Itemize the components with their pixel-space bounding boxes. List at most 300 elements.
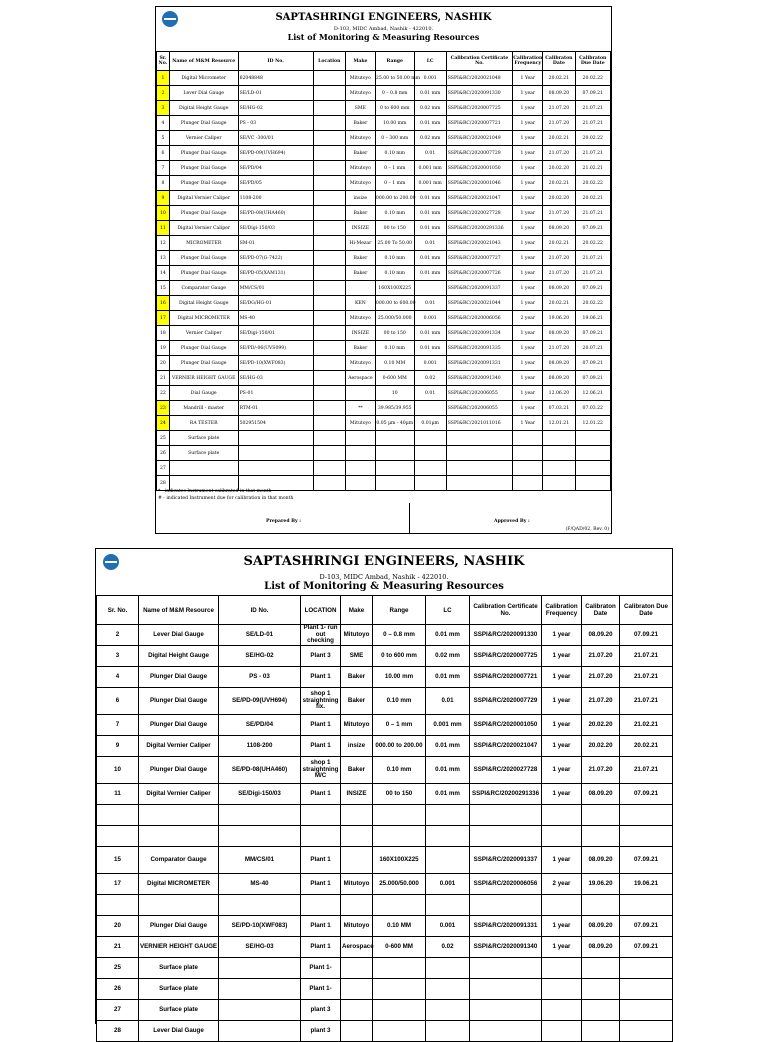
due-date-cell: 07.09.21: [575, 281, 611, 296]
table-row: [97, 847, 673, 874]
due-date-cell: 20.02.21: [575, 191, 611, 206]
col-header: Name of M&M Resource: [139, 596, 219, 625]
resource-name-cell: Dial Gauge: [169, 386, 238, 401]
location-cell: [313, 386, 345, 401]
due-date-cell: 12.06.21: [575, 386, 611, 401]
lc-cell: [426, 847, 470, 874]
range-cell: 00 to 150: [375, 221, 414, 236]
table-row: [97, 1021, 673, 1042]
lc-cell: 0.01: [414, 296, 446, 311]
range-cell: 25.000/50.000: [373, 874, 426, 895]
due-date-cell: 20.07.21: [575, 341, 611, 356]
lc-cell: [414, 476, 446, 491]
lc-cell: [426, 826, 470, 847]
resource-name-cell: Plunger Dial Gauge: [169, 206, 238, 221]
calibration-date-cell: [582, 895, 620, 916]
make-cell: Mitutoyo: [345, 416, 375, 431]
id-no-cell: SE/PD/05: [238, 176, 313, 191]
lc-cell: 0.01µm: [414, 416, 446, 431]
resource-name-cell: Digital MICROMETER: [139, 874, 219, 895]
make-cell: Baker: [345, 341, 375, 356]
table-row: [97, 979, 673, 1000]
table-header-row: [157, 52, 611, 71]
col-header: Calibration Certificate No.: [446, 52, 513, 71]
resource-name-cell: Plunger Dial Gauge: [169, 116, 238, 131]
make-cell: [341, 1000, 373, 1021]
range-cell: 0.10 mm: [373, 757, 426, 784]
lc-cell: 0.02 mm: [414, 101, 446, 116]
sr-no-cell: 22: [157, 386, 170, 401]
id-no-cell: MM/CS/01: [238, 281, 313, 296]
calibration-date-cell: [582, 958, 620, 979]
lc-cell: 0.001 mm: [414, 176, 446, 191]
due-date-cell: [620, 1021, 673, 1042]
calibration-date-cell: 21.07.20: [582, 688, 620, 715]
resource-name-cell: VERNIER HEIGHT GAUGE: [169, 371, 238, 386]
frequency-cell: [542, 979, 582, 1000]
calibration-sheet-2: [95, 548, 673, 1034]
resource-name-cell: Vernier Caliper: [169, 326, 238, 341]
resource-name-cell: Plunger Dial Gauge: [169, 341, 238, 356]
sr-no-cell: 18: [157, 326, 170, 341]
resource-name-cell: [169, 461, 238, 476]
calibration-date-cell: 08.09.20: [582, 784, 620, 805]
frequency-cell: 1 year: [513, 401, 543, 416]
range-cell: [375, 476, 414, 491]
col-header: Calibraton Due Date: [620, 596, 673, 625]
id-no-cell: PS - 03: [219, 667, 301, 688]
resource-name-cell: Digital Micrometer: [169, 71, 238, 86]
certificate-no-cell: SSPI&RC/2020006056: [470, 874, 542, 895]
resource-name-cell: Plunger Dial Gauge: [139, 688, 219, 715]
sr-no-cell: 4: [157, 116, 170, 131]
frequency-cell: 1 year: [513, 161, 543, 176]
resource-name-cell: Lever Dial Gauge: [139, 625, 219, 646]
calibration-date-cell: 20.02.20: [582, 736, 620, 757]
location-cell: Plant 1-: [301, 979, 341, 1000]
range-cell: 0 – 0.8 mm: [375, 86, 414, 101]
calibration-date-cell: 08.09.20: [582, 847, 620, 874]
lc-cell: 0.02: [426, 937, 470, 958]
table-row: [157, 161, 611, 176]
col-header: Sr. No.: [97, 596, 139, 625]
certificate-no-cell: SSPI&RC/2020007721: [446, 116, 513, 131]
due-date-cell: 21.07.21: [575, 266, 611, 281]
prepared-by-label: Prepared By :: [266, 519, 301, 524]
resource-name-cell: Mandrill - master: [169, 401, 238, 416]
col-header: LC: [414, 52, 446, 71]
due-date-cell: 21.07.21: [575, 251, 611, 266]
frequency-cell: 1 year: [542, 715, 582, 736]
resource-name-cell: Comparator Gauge: [139, 847, 219, 874]
make-cell: Baker: [345, 266, 375, 281]
certificate-no-cell: SSPI&RC/2020091337: [470, 847, 542, 874]
location-cell: [313, 101, 345, 116]
lc-cell: 0.01 mm: [426, 667, 470, 688]
table-row: [157, 191, 611, 206]
col-header: Range: [375, 52, 414, 71]
id-no-cell: 1108-200: [219, 736, 301, 757]
make-cell: [345, 476, 375, 491]
calibration-date-cell: [543, 446, 575, 461]
make-cell: Baker: [345, 206, 375, 221]
resource-name-cell: Digital Vernier Caliper: [169, 221, 238, 236]
certificate-no-cell: SSPI&RC/2020021043: [446, 236, 513, 251]
sr-no-cell: 7: [97, 715, 139, 736]
sr-no-cell: 12: [157, 236, 170, 251]
certificate-no-cell: [470, 1021, 542, 1042]
certificate-no-cell: SSPI&RC/2020027728: [470, 757, 542, 784]
lc-cell: [414, 281, 446, 296]
make-cell: [341, 1021, 373, 1042]
certificate-no-cell: SSPI&RC/2020021044: [446, 296, 513, 311]
due-date-cell: [620, 805, 673, 826]
table-row: [97, 757, 673, 784]
location-cell: [313, 431, 345, 446]
certificate-no-cell: [470, 826, 542, 847]
range-cell: 0 to 600 mm: [375, 101, 414, 116]
lc-cell: 0.02 mm: [414, 131, 446, 146]
location-cell: shop 1 straightning M/C: [301, 757, 341, 784]
due-date-cell: 19.06.21: [620, 874, 673, 895]
range-cell: 0 – 300 mm: [375, 131, 414, 146]
sr-no-cell: 23: [157, 401, 170, 416]
frequency-cell: [513, 461, 543, 476]
sr-no-cell: 21: [97, 937, 139, 958]
lc-cell: 0.01: [414, 236, 446, 251]
location-cell: Plant 1: [301, 916, 341, 937]
calibration-date-cell: 07.03.21: [543, 401, 575, 416]
location-cell: [313, 476, 345, 491]
sr-no-cell: 15: [157, 281, 170, 296]
make-cell: Baker: [341, 757, 373, 784]
location-cell: Plant 1: [301, 784, 341, 805]
lc-cell: 0.001: [414, 311, 446, 326]
make-cell: Baker: [345, 146, 375, 161]
make-cell: INSIZE: [341, 784, 373, 805]
resource-name-cell: RA TESTER: [169, 416, 238, 431]
id-no-cell: [219, 979, 301, 1000]
frequency-cell: 1 year: [513, 251, 543, 266]
lc-cell: [414, 461, 446, 476]
frequency-cell: 1 year: [513, 101, 543, 116]
due-date-cell: 07.09.21: [620, 847, 673, 874]
due-date-cell: 07.09.21: [620, 937, 673, 958]
location-cell: [313, 221, 345, 236]
table-row: [157, 221, 611, 236]
table-row: [97, 1000, 673, 1021]
calibration-date-cell: [582, 1021, 620, 1042]
sr-no-cell: 2: [97, 625, 139, 646]
sr-no-cell: 16: [157, 296, 170, 311]
calibration-date-cell: 21.07.20: [543, 266, 575, 281]
resource-name-cell: Surface plate: [169, 446, 238, 461]
calibration-date-cell: 08.09.20: [543, 86, 575, 101]
table-row: [97, 874, 673, 895]
make-cell: Aerospace: [341, 937, 373, 958]
resource-name-cell: Digital Height Gauge: [139, 646, 219, 667]
sr-no-cell: 20: [97, 916, 139, 937]
due-date-cell: 07.09.21: [620, 916, 673, 937]
calibration-date-cell: 12.06.20: [543, 386, 575, 401]
table-row: [157, 416, 611, 431]
id-no-cell: SE/PD/-06(UVS099): [238, 341, 313, 356]
id-no-cell: [219, 805, 301, 826]
table-row: [97, 784, 673, 805]
company-name: SAPTASHRINGI ENGINEERS, NASHIK: [275, 12, 492, 23]
sr-no-cell: 14: [157, 266, 170, 281]
certificate-no-cell: SSPI&RC/2020021048: [446, 71, 513, 86]
calibration-date-cell: 20.02.20: [582, 715, 620, 736]
resource-name-cell: Plunger Dial Gauge: [139, 667, 219, 688]
location-cell: [313, 296, 345, 311]
frequency-cell: 1 Year: [513, 71, 543, 86]
lc-cell: 0.01 mm: [414, 86, 446, 101]
lc-cell: 0.01: [414, 386, 446, 401]
make-cell: [341, 895, 373, 916]
location-cell: Plant 1: [301, 715, 341, 736]
resource-name-cell: Vernier Caliper: [169, 131, 238, 146]
sr-no-cell: 3: [157, 101, 170, 116]
range-cell: [373, 895, 426, 916]
certificate-no-cell: SSPI&RC/2020091330: [446, 86, 513, 101]
id-no-cell: SE/PD-05(XAM131): [238, 266, 313, 281]
make-cell: Mitutoyo: [345, 131, 375, 146]
range-cell: 000.00 to 200.00: [375, 191, 414, 206]
frequency-cell: 1 year: [513, 281, 543, 296]
sr-no-cell: 28: [157, 476, 170, 491]
id-no-cell: SE/Digi-150/01: [238, 326, 313, 341]
make-cell: Mitutoyo: [341, 715, 373, 736]
certificate-no-cell: SSPI&RC/2020021047: [470, 736, 542, 757]
sr-no-cell: 25: [157, 431, 170, 446]
id-no-cell: SE/HG-03: [219, 937, 301, 958]
resource-name-cell: Lever Dial Gauge: [139, 1021, 219, 1042]
due-date-cell: [620, 826, 673, 847]
location-cell: [301, 805, 341, 826]
make-cell: Mitutoyo: [345, 161, 375, 176]
location-cell: Plant 1: [301, 736, 341, 757]
frequency-cell: 2 year: [542, 874, 582, 895]
sr-no-cell: 15: [97, 847, 139, 874]
id-no-cell: SE/PD-10(XWF083): [219, 916, 301, 937]
sr-no-cell: 5: [157, 131, 170, 146]
resource-name-cell: Comparator Gauge: [169, 281, 238, 296]
due-date-cell: 21.07.21: [620, 667, 673, 688]
range-cell: 10: [375, 386, 414, 401]
location-cell: [313, 251, 345, 266]
certificate-no-cell: SSPI&RC/2021011016: [446, 416, 513, 431]
certificate-no-cell: SSPI&RC/2020091334: [446, 326, 513, 341]
lc-cell: 0.01 mm: [414, 326, 446, 341]
frequency-cell: [513, 446, 543, 461]
calibration-date-cell: 20.02.21: [543, 296, 575, 311]
frequency-cell: 1 year: [542, 688, 582, 715]
location-cell: [313, 86, 345, 101]
legend-due: # - indicated Instrument due for calibration in that month: [158, 496, 294, 501]
lc-cell: [414, 446, 446, 461]
location-cell: [301, 826, 341, 847]
lc-cell: 0.01 mm: [414, 251, 446, 266]
lc-cell: 0.01 mm: [414, 221, 446, 236]
resource-name-cell: Plunger Dial Gauge: [169, 146, 238, 161]
table-row: [97, 937, 673, 958]
make-cell: Mitutoyo: [345, 86, 375, 101]
resource-name-cell: Plunger Dial Gauge: [139, 715, 219, 736]
frequency-cell: 1 year: [513, 206, 543, 221]
calibration-date-cell: 08.09.20: [582, 916, 620, 937]
certificate-no-cell: SSPI&RC/2020091331: [470, 916, 542, 937]
frequency-cell: 1 year: [542, 916, 582, 937]
range-cell: 000.00 to 200.00: [373, 736, 426, 757]
table-row: [97, 805, 673, 826]
calibration-date-cell: 20.02.20: [543, 191, 575, 206]
range-cell: 0.05 µm - 40µm: [375, 416, 414, 431]
certificate-no-cell: SSPI&RC/2020007726: [446, 266, 513, 281]
frequency-cell: [513, 431, 543, 446]
sr-no-cell: 24: [157, 416, 170, 431]
table-row: [157, 236, 611, 251]
table-row: [157, 401, 611, 416]
make-cell: Baker: [345, 116, 375, 131]
col-header: Calibraton Due Date: [575, 52, 611, 71]
id-no-cell: [238, 461, 313, 476]
id-no-cell: SE/PD-08(UHA460): [219, 757, 301, 784]
table-row: [157, 386, 611, 401]
company-address: D-103, MIDC Ambad, Nashik - 422010.: [333, 26, 434, 32]
resource-name-cell: Digital Height Gauge: [169, 101, 238, 116]
table-row: [97, 715, 673, 736]
id-no-cell: 1108-200: [238, 191, 313, 206]
calibration-date-cell: [582, 826, 620, 847]
id-no-cell: [219, 958, 301, 979]
range-cell: [373, 1021, 426, 1042]
frequency-cell: 1 year: [542, 784, 582, 805]
due-date-cell: [575, 431, 611, 446]
table-row: [97, 826, 673, 847]
location-cell: [313, 131, 345, 146]
resource-name-cell: Plunger Dial Gauge: [169, 161, 238, 176]
certificate-no-cell: SSPI&RC/2020091331: [446, 356, 513, 371]
certificate-no-cell: SSPI&RC/2020006056: [446, 311, 513, 326]
calibration-date-cell: 21.07.20: [543, 146, 575, 161]
lc-cell: 0.01 mm: [426, 757, 470, 784]
make-cell: **: [345, 401, 375, 416]
col-header: Calibration Frequency: [513, 52, 543, 71]
sr-no-cell: 3: [97, 646, 139, 667]
sr-no-cell: 7: [157, 161, 170, 176]
range-cell: 0 – 1 mm: [375, 176, 414, 191]
resource-name-cell: [139, 805, 219, 826]
due-date-cell: 21.07.21: [620, 688, 673, 715]
location-cell: Plant 1: [301, 937, 341, 958]
certificate-no-cell: SSPI&RC/20200291336: [446, 221, 513, 236]
col-header: Calibraton Date: [543, 52, 575, 71]
make-cell: Mitutoyo: [341, 916, 373, 937]
resource-name-cell: Surface plate: [139, 1000, 219, 1021]
certificate-no-cell: SSPI&RC/2020091340: [470, 937, 542, 958]
table-row: [157, 461, 611, 476]
location-cell: [313, 176, 345, 191]
frequency-cell: 1 year: [542, 847, 582, 874]
resource-name-cell: [139, 895, 219, 916]
lc-cell: [426, 805, 470, 826]
due-date-cell: [620, 1000, 673, 1021]
lc-cell: 0.01 mm: [426, 625, 470, 646]
certificate-no-cell: SSPI&RC/2020021047: [446, 191, 513, 206]
due-date-cell: 07.09.21: [575, 86, 611, 101]
table-row: [97, 736, 673, 757]
sr-no-cell: 11: [157, 221, 170, 236]
lc-cell: [414, 401, 446, 416]
document-title: List of Monitoring & Measuring Resources: [287, 32, 480, 42]
calibration-date-cell: [582, 805, 620, 826]
make-cell: SME: [341, 646, 373, 667]
range-cell: 25.000/50.000: [375, 311, 414, 326]
due-date-cell: 21.07.21: [620, 646, 673, 667]
location-cell: [313, 446, 345, 461]
certificate-no-cell: SSPI&RC/2020007725: [470, 646, 542, 667]
range-cell: [375, 461, 414, 476]
make-cell: Baker: [341, 667, 373, 688]
calibration-date-cell: 08.09.20: [543, 281, 575, 296]
range-cell: 0.10 mm: [373, 688, 426, 715]
due-date-cell: 07.09.21: [575, 221, 611, 236]
range-cell: 0.10 mm: [375, 341, 414, 356]
lc-cell: 0.01 mm: [414, 206, 446, 221]
resource-name-cell: MICROMETER: [169, 236, 238, 251]
range-cell: 0.10 MM: [373, 916, 426, 937]
certificate-no-cell: SSPI&RC/2020007725: [446, 101, 513, 116]
frequency-cell: [542, 805, 582, 826]
due-date-cell: 12.01.22: [575, 416, 611, 431]
location-cell: Plant 1: [301, 667, 341, 688]
range-cell: [375, 446, 414, 461]
table-row: [157, 71, 611, 86]
certificate-no-cell: [470, 895, 542, 916]
make-cell: insize: [345, 191, 375, 206]
range-cell: 0 – 0.8 mm: [373, 625, 426, 646]
frequency-cell: 1 year: [542, 736, 582, 757]
table-row: [97, 958, 673, 979]
resource-name-cell: Digital Height Gauge: [169, 296, 238, 311]
calibration-date-cell: 21.07.20: [543, 341, 575, 356]
sr-no-cell: 19: [157, 341, 170, 356]
resource-name-cell: Plunger Dial Gauge: [139, 916, 219, 937]
location-cell: [313, 236, 345, 251]
certificate-no-cell: SSPI&RC/2020007721: [470, 667, 542, 688]
company-name: SAPTASHRINGI ENGINEERS, NASHIK: [243, 554, 525, 569]
range-cell: 10.00 mm: [375, 116, 414, 131]
location-cell: [313, 266, 345, 281]
make-cell: insize: [341, 736, 373, 757]
make-cell: [341, 826, 373, 847]
id-no-cell: MM/CS/01: [219, 847, 301, 874]
id-no-cell: 502951504: [238, 416, 313, 431]
make-cell: Mitutoyo: [345, 311, 375, 326]
certificate-no-cell: SSPI&RC/2020001050: [470, 715, 542, 736]
due-date-cell: 21.07.21: [575, 116, 611, 131]
location-cell: Plant 1-: [301, 958, 341, 979]
calibration-date-cell: [543, 476, 575, 491]
table-row: [157, 356, 611, 371]
make-cell: [345, 386, 375, 401]
sr-no-cell: 9: [97, 736, 139, 757]
calibration-date-cell: 21.07.20: [543, 251, 575, 266]
frequency-cell: 1 year: [513, 236, 543, 251]
resource-name-cell: Digital Vernier Caliper: [169, 191, 238, 206]
location-cell: shop 1 straightning fix.: [301, 688, 341, 715]
